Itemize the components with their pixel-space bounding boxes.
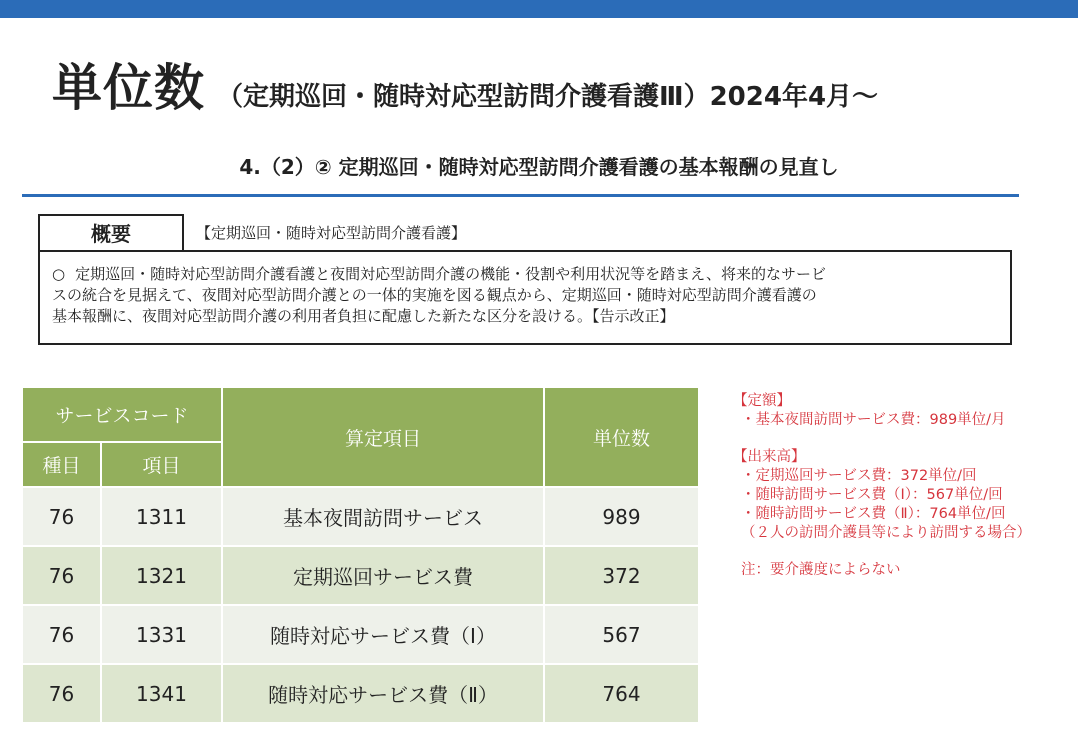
top-accent-bar bbox=[0, 0, 1078, 18]
section-heading: 4.（2）② 定期巡回・随時対応型訪問介護看護の基本報酬の見直し bbox=[239, 155, 839, 179]
note-output-item: ・随時訪問サービス費（Ⅱ）：764単位/回 bbox=[741, 506, 1006, 522]
page-title-main: 単位数 bbox=[52, 59, 205, 117]
bullet-circle-icon: ○ bbox=[52, 265, 66, 283]
cell-units: 567 bbox=[544, 605, 699, 664]
notes-panel bbox=[733, 392, 1031, 580]
header-calc-item: 算定項目 bbox=[222, 387, 544, 487]
cell-item: 1311 bbox=[101, 487, 222, 546]
cell-name: 随時対応サービス費（Ⅱ） bbox=[222, 664, 544, 723]
heading-divider bbox=[22, 194, 1019, 197]
cell-units: 764 bbox=[544, 664, 699, 723]
cell-name: 定期巡回サービス費 bbox=[222, 546, 544, 605]
cell-item: 1331 bbox=[101, 605, 222, 664]
header-service-code: サービスコード bbox=[22, 387, 222, 442]
cell-type: 76 bbox=[22, 605, 101, 664]
overview-line: スの統合を見据えて、夜間対応型訪問介護との一体的実施を図る観点から、定期巡回・随時対応型訪問介護看護の bbox=[52, 286, 817, 304]
overview-line: 基本報酬に、夜間対応型訪問介護の利用者負担に配慮した新たな区分を設ける。【告示改正】 bbox=[52, 307, 675, 325]
note-fixed-item: ・基本夜間訪問サービス費：989単位/月 bbox=[741, 412, 1006, 428]
cell-item: 1341 bbox=[101, 664, 222, 723]
header-units: 単位数 bbox=[544, 387, 699, 487]
note-output-item: （２人の訪問介護員等により訪問する場合） bbox=[741, 525, 1031, 541]
cell-item: 1321 bbox=[101, 546, 222, 605]
cell-units: 372 bbox=[544, 546, 699, 605]
cell-units: 989 bbox=[544, 487, 699, 546]
cell-name: 随時対応サービス費（Ⅰ） bbox=[222, 605, 544, 664]
page-title bbox=[52, 48, 878, 120]
header-type: 種目 bbox=[22, 442, 101, 487]
overview-line: ○ 定期巡回・随時対応型訪問介護看護と夜間対応型訪問介護の機能・役割や利用状況等を踏まえ、将来的なサービ bbox=[52, 265, 826, 283]
note-output-heading: 【出来高】 bbox=[733, 449, 806, 465]
unit-table bbox=[21, 386, 700, 724]
cell-name: 基本夜間訪問サービス bbox=[222, 487, 544, 546]
cell-type: 76 bbox=[22, 546, 101, 605]
table-row bbox=[22, 487, 699, 546]
overview-label: 概要 bbox=[38, 214, 184, 250]
table-row bbox=[22, 546, 699, 605]
overview-tag: 【定期巡回・随時対応型訪問介護看護】 bbox=[196, 224, 467, 242]
page-title-sub: （定期巡回・随時対応型訪問介護看護Ⅲ）2024年4月～ bbox=[217, 82, 879, 112]
note-output-item: ・随時訪問サービス費（Ⅰ）：567単位/回 bbox=[741, 487, 1003, 503]
note-output-item: ・定期巡回サービス費：372単位/回 bbox=[741, 468, 977, 484]
cell-type: 76 bbox=[22, 664, 101, 723]
note-fixed-heading: 【定額】 bbox=[733, 393, 791, 409]
cell-type: 76 bbox=[22, 487, 101, 546]
note-footnote: 注：要介護度によらない bbox=[741, 562, 901, 578]
overview-box bbox=[38, 250, 1012, 345]
table-row bbox=[22, 605, 699, 664]
table-row bbox=[22, 664, 699, 723]
header-item: 項目 bbox=[101, 442, 222, 487]
